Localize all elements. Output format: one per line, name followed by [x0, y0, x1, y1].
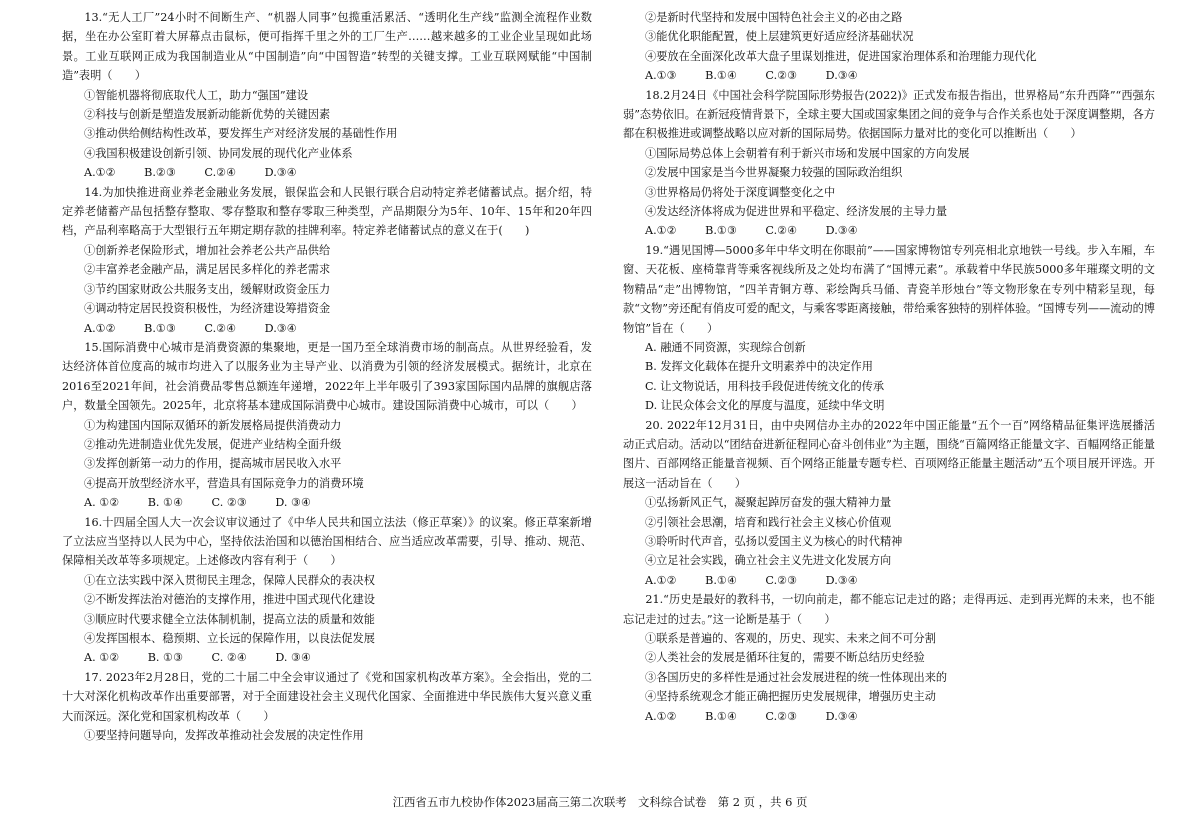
option-statement: ④我国积极建设创新引领、协同发展的现代化产业体系: [84, 146, 353, 160]
option-statement: ③聆听时代声音，弘扬以爱国主义为核心的时代精神: [645, 534, 903, 548]
question-stem-text: 15.国际消费中心城市是消费资源的集聚地，更是一国乃至全球消费市场的制高点。从世界经验看，发达经济体首位度高的城市均进入了以服务业为主导产业、以消费为引领的经济发展模式。据统计，北京在2016至2021年间，社会消费品零售总额连年递增，2022年上半年吸引了393家国际国内品牌的旗舰店落户，数量全国领先。2025年，北京将基本建成国际消费中心城市。建设国际消费中心城市，可以（ ）: [62, 340, 592, 413]
option-statement: B. 发挥文化载体在提升文明素养中的决定作用: [645, 360, 873, 374]
question-stem: [623, 86, 1155, 144]
answer-choices: A.①② B.②③ C.②④ D.③④: [84, 166, 297, 180]
question-block: [623, 416, 1155, 591]
option-statement: ③顺应时代要求健全立法体制机制，提高立法的质量和效能: [84, 612, 375, 626]
question-block: [62, 513, 592, 668]
question-stem: [62, 513, 592, 571]
option-statement: ②不断发挥法治对德治的支撑作用，推进中国式现代化建设: [84, 593, 375, 607]
page-footer: 江西省五市九校协作体2023届高三第二次联考 文科综合试卷 第 2 页 ，共 6 页: [392, 795, 808, 809]
option-statement: ②推动先进制造业优先发展，促进产业结构全面升级: [84, 437, 342, 451]
question-block: [62, 8, 592, 183]
option-statement: ④坚持系统观念才能正确把握历史发展规律，增强历史主动: [645, 690, 936, 704]
answer-choices: A.①② B.①③ C.②④ D.③④: [645, 224, 858, 238]
question-stem-text: 14.为加快推进商业养老金融业务发展，银保监会和人民银行联合启动特定养老储蓄试点。据介绍，特定养老储蓄产品包括整存整取、零存整取和整存零取三种类型，产品期限分为5年、10年、15年和20年四档，产品利率略高于大型银行五年期定期存款的挂牌利率。特定养老储蓄试点的意义在于( ): [62, 185, 592, 238]
option-statement: ①为构建国内国际双循环的新发展格局提供消费动力: [84, 418, 342, 432]
answer-choices: A. ①② B. ①④ C. ②③ D. ③④: [84, 496, 312, 510]
option-statement: ①创新养老保险形式，增加社会养老公共产品供给: [84, 243, 331, 257]
option-statement: ④立足社会实践，确立社会主义先进文化发展方向: [645, 554, 892, 568]
option-statement: D. 让民众体会文化的厚度与温度，延续中华文明: [645, 399, 885, 413]
answer-choices: A.①② B.①③ C.②④ D.③④: [84, 321, 297, 335]
question-stem: [623, 416, 1155, 494]
question-stem: [623, 590, 1155, 629]
question-stem-text: 20. 2022年12月31日，由中央网信办主办的2022年中国正能量“五个一百”网络精品征集评选展播活动正式启动。活动以“团结奋进新征程同心奋斗创伟业”为主题，围绕“百篇网络正能量文字、百幅网络正能量图片、百部网络正能量音视频、百个网络正能量专题专栏、百项网络正能量主题活动”五个项目展开评选。开展这一活动旨在（ ）: [623, 418, 1155, 490]
option-statement: ④提高开放型经济水平，营造具有国际竞争力的消费环境: [84, 476, 364, 490]
left-column: [62, 8, 592, 745]
option-statement: ①弘扬新风正气，凝聚起踔厉奋发的强大精神力量: [645, 496, 892, 510]
answer-choices: A.①② B.①④ C.②③ D.③④: [645, 573, 858, 587]
answer-choices: A.①③ B.①④ C.②③ D.③④: [645, 69, 858, 83]
option-statement: ③各国历史的多样性是通过社会发展进程的统一性体现出来的: [645, 670, 948, 684]
question-stem: [62, 8, 592, 86]
option-statement: ③节约国家财政公共服务支出，缓解财政资金压力: [84, 282, 331, 296]
question-block: [623, 86, 1155, 241]
question-stem-text: 18.2月24日《中国社会科学院国际形势报告(2022)》正式发布报告指出，世界格局“东升西降”“西强东弱”态势依旧。在新冠疫情背景下，全球主要大国或国家集团之间的竞争与合作关系也处于深度调整期，各方都在积极推进或调整战略以应对新的国际局势。依据国际力量对比的变化可以推断出（ ）: [623, 88, 1155, 141]
option-statement: ④要放在全面深化改革大盘子里谋划推进，促进国家治理体系和治理能力现代化: [645, 49, 1037, 63]
option-statement: ①国际局势总体上会朝着有利于新兴市场和发展中国家的方向发展: [645, 146, 970, 160]
option-statement: ①在立法实践中深入贯彻民主理念，保障人民群众的表决权: [84, 573, 375, 587]
option-statement: ②科技与创新是塑造发展新动能新优势的关键因素: [84, 108, 331, 122]
answer-choices: A.①② B.①④ C.②③ D.③④: [645, 709, 858, 723]
option-statement: ④发达经济体将成为促进世界和平稳定、经济发展的主导力量: [645, 205, 948, 219]
question-block: [623, 8, 1155, 86]
right-column: [623, 8, 1155, 726]
question-block: [623, 590, 1155, 726]
option-statement: ③世界格局仍将处于深度调整变化之中: [645, 185, 836, 199]
option-statement: ④发挥国根本、稳预期、立长远的保障作用，以良法促发展: [84, 632, 375, 645]
question-block: [62, 668, 592, 746]
question-stem-text: 21.“历史是最好的教科书，一切向前走，都不能忘记走过的路；走得再远、走到再光辉的未来，也不能忘记走过的过去。”这一论断是基于（ ）: [623, 593, 1155, 626]
option-statement: ②丰富养老金融产品，满足居民多样化的养老需求: [84, 263, 331, 277]
question-stem-text: 13.“无人工厂”24小时不间断生产、“机器人同事”包揽重活累活、“透明化生产线”监测全流程作业数据，坐在办公室盯着大屏幕点击鼠标，便可指挥千里之外的工厂生产……越来越多的工业企业呈现如此场景。工业互联网正成为我国制造业从“中国制造”向“中国智造”转型的关键支撑。工业互联网赋能“中国制造”表明（ ）: [62, 11, 592, 83]
question-block: [623, 241, 1155, 416]
option-statement: ④调动特定居民投资积极性，为经济建设筹措资金: [84, 302, 331, 316]
question-stem-text: 16.十四届全国人大一次会议审议通过了《中华人民共和国立法法（修正草案）》的议案。修正草案新增了立法应当坚持以人民为中心，坚持依法治国和以德治国相结合、应当适应改革需要，引导、推动、规范、保障相关改革等多项规定。上述修改内容有利于（ ）: [62, 515, 592, 568]
question-block: [62, 338, 592, 513]
option-statement: ①要坚持问题导向，发挥改革推动社会发展的决定性作用: [84, 729, 364, 743]
option-statement: ②是新时代坚持和发展中国特色社会主义的必由之路: [645, 11, 903, 24]
option-statement: ③能优化职能配置，使上层建筑更好适应经济基础状况: [645, 30, 914, 44]
answer-choices: A. ①② B. ①③ C. ②④ D. ③④: [84, 651, 312, 665]
question-stem-text: 17. 2023年2月28日，党的二十届二中全会审议通过了《党和国家机构改革方案》。全会指出，党的二十大对深化机构改革作出重要部署，对于全面建设社会主义现代化国家、全面推进中华民族伟大复兴意义重大而深远。深化党和国家机构改革（ ）: [62, 670, 592, 723]
option-statement: ①智能机器将彻底取代人工，助力“强国”建设: [84, 88, 309, 102]
question-stem: [62, 183, 592, 241]
option-statement: C. 让文物说话，用科技手段促进传统文化的传承: [645, 379, 885, 393]
question-stem: [623, 241, 1155, 338]
option-statement: ②引领社会思潮，培育和践行社会主义核心价值观: [645, 515, 892, 529]
question-stem-text: 19.“遇见国博—5000多年中华文明在你眼前”——国家博物馆专列亮相北京地铁一号线。步入车厢，车窗、天花板、座椅靠背等乘客视线所及之处均布满了“国博元素”。承载着中华民族5000多年璀璨文明的文物精品“走”出博物馆，“四羊青铜方尊、彩绘陶兵马俑、青瓷羊形烛台”等文物形象在专列中精彩呈现，每款“文物”旁还配有俏皮可爱的配文，与乘客零距离接触，带给乘客独特的别样体验。“国博专列——流动的博物馆”旨在（ ）: [623, 243, 1155, 335]
option-statement: ②人类社会的发展是循环往复的，需要不断总结历史经验: [645, 651, 925, 665]
option-statement: ③发挥创新第一动力的作用，提高城市居民收入水平: [84, 457, 342, 471]
option-statement: A. 融通不同资源，实现综合创新: [645, 340, 806, 354]
option-statement: ①联系是普遍的、客观的，历史、现实、未来之间不可分割: [645, 632, 936, 645]
question-stem: [62, 668, 592, 726]
question-block: [62, 183, 592, 338]
option-statement: ③推动供给侧结构性改革，要发挥生产对经济发展的基础性作用: [84, 127, 398, 141]
question-stem: [62, 338, 592, 416]
option-statement: ②发展中国家是当今世界凝聚力较强的国际政治组织: [645, 166, 903, 180]
